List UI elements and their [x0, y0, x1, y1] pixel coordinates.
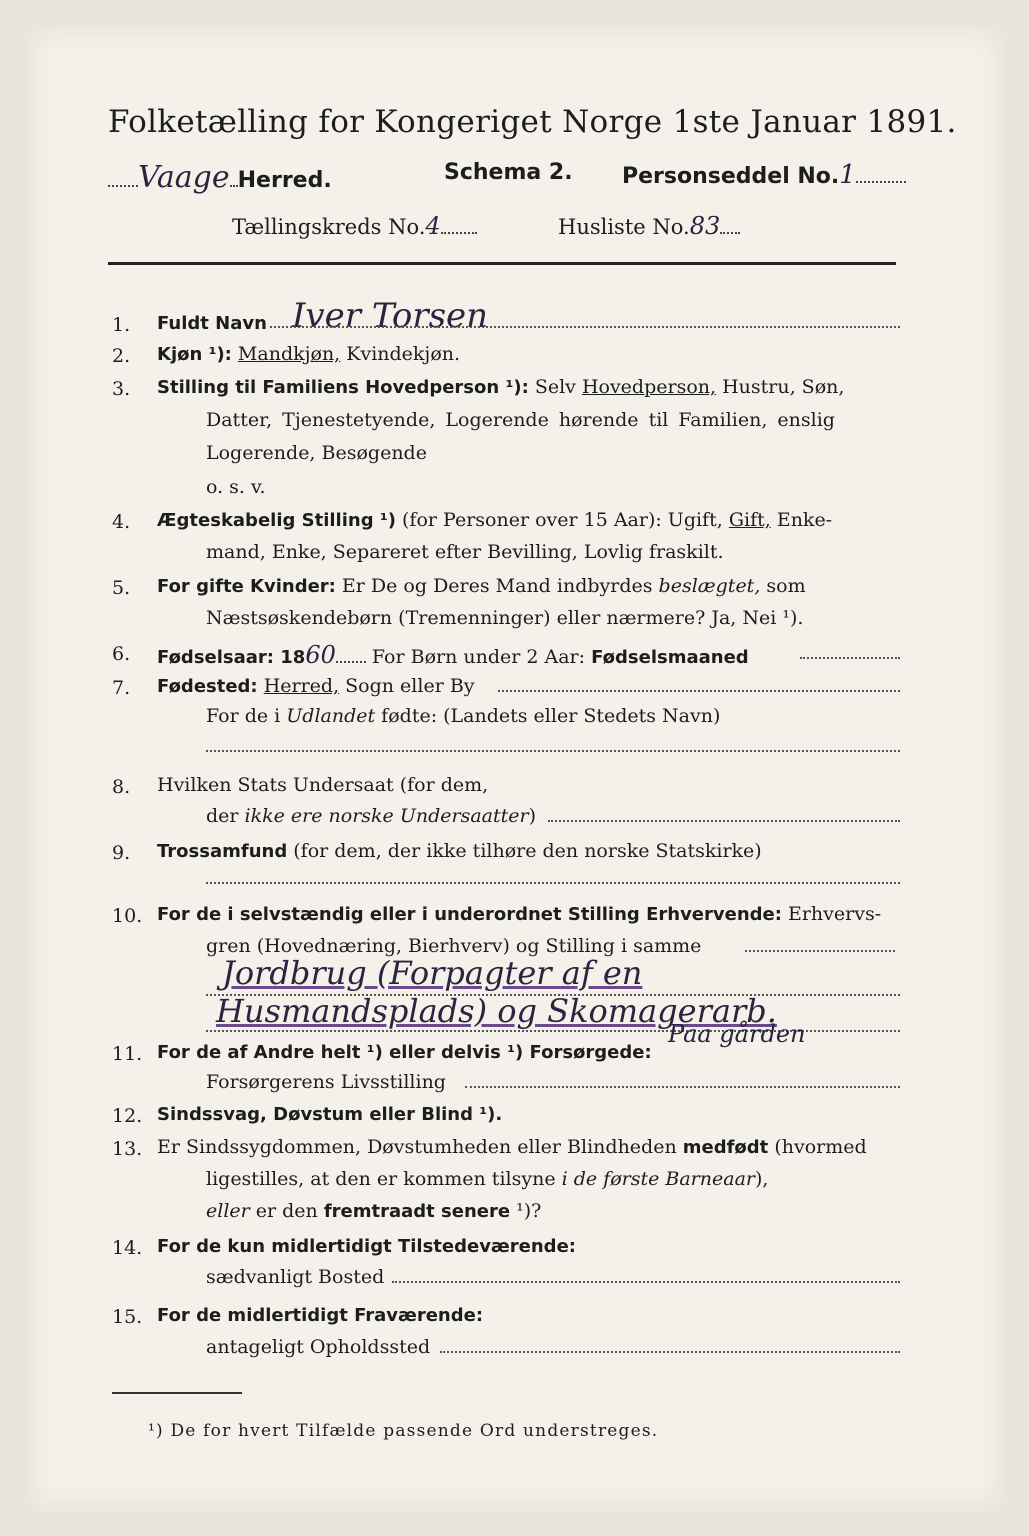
item-temporary-present: For de kun midlertidigt Tilstedeværende:	[157, 1236, 576, 1257]
item-number: 14.	[112, 1237, 143, 1259]
item-number: 4.	[112, 511, 131, 533]
husliste-value: 83	[689, 212, 721, 240]
occupation-line	[745, 950, 895, 952]
item-number: 12.	[112, 1105, 143, 1127]
item-birthplace-line2: For de i Udlandet fødte: (Landets eller Stedets Navn)	[206, 705, 721, 727]
full-name-label: Fuldt Navn	[157, 313, 267, 334]
item-number: 2.	[112, 345, 131, 367]
item-full-name	[157, 314, 267, 333]
probable-residence-line	[440, 1351, 900, 1353]
item-citizenship-line1: Hvilken Stats Undersaat (for dem,	[157, 774, 489, 796]
item-position-line2: Datter, Tjenestetyende, Logerende hørende til Familien, enslig	[206, 409, 835, 431]
item-number: 3.	[112, 378, 131, 400]
personseddel-label: Personseddel No.	[622, 164, 840, 189]
item-number: 8.	[112, 776, 131, 798]
item-number: 9.	[112, 842, 131, 864]
kreds-value: 4	[425, 212, 441, 240]
item-probable-residence: antageligt Opholdssted	[206, 1336, 431, 1358]
footnote-rule	[112, 1392, 242, 1394]
item-birth-year: Fødselsaar: 1860 For Børn under 2 Aar: Fødselsmaaned	[157, 641, 749, 669]
birthplace-line	[498, 690, 900, 692]
item-marital-line2: mand, Enke, Separeret efter Bevilling, Lovlig fraskilt.	[206, 541, 724, 563]
herred-line	[108, 160, 332, 195]
item-occupation-line1: For de i selvstændig eller i underordnet Stilling Erhvervende: Erhvervs-	[157, 903, 882, 925]
census-form-page	[28, 26, 1003, 1512]
kreds-line	[232, 212, 477, 240]
item-religion: Trossamfund (for dem, der ikke tilhøre den norske Statskirke)	[157, 840, 762, 862]
item-congenital-line3: eller er den fremtraadt senere ¹)?	[206, 1200, 542, 1222]
form-title: Folketælling for Kongeriget Norge 1ste Januar 1891.	[108, 104, 957, 140]
item-sex: Kjøn ¹): Mandkjøn, Kvindekjøn.	[157, 343, 461, 365]
full-name-value: Iver Torsen	[292, 296, 489, 336]
item-number: 7.	[112, 677, 131, 699]
header-rule	[108, 262, 896, 265]
usual-residence-line	[392, 1281, 900, 1283]
item-number: 13.	[112, 1138, 143, 1160]
item-congenital-line2: ligestilles, at den er kommen tilsyne i de første Barneaar),	[206, 1168, 769, 1190]
item-number: 15.	[112, 1306, 143, 1328]
kreds-label: Tællingskreds No.	[232, 215, 426, 239]
full-name-line	[270, 326, 900, 328]
dependent-hand-value: Paa gården	[668, 1020, 806, 1048]
occupation-hand-line2: Husmandsplads) og Skomagerarb.	[216, 992, 777, 1030]
item-number: 5.	[112, 577, 131, 599]
item-usual-residence: sædvanligt Bosted	[206, 1266, 385, 1288]
birth-month-line	[800, 657, 900, 659]
item-occupation-line2: gren (Hovednæring, Bierhverv) og Stilling i samme	[206, 935, 702, 957]
item-position-line1: Stilling til Familiens Hovedperson ¹): Selv Hovedperson, Hustru, Søn,	[157, 376, 845, 398]
schema-label: Schema 2.	[444, 160, 573, 185]
provider-line	[465, 1086, 900, 1088]
footnote: ¹) De for hvert Tilfælde passende Ord understreges.	[148, 1421, 659, 1441]
item-dependent-line1: For de af Andre helt ¹) eller delvis ¹) Forsørgede:	[157, 1042, 652, 1063]
item-temporary-absent: For de midlertidigt Fraværende:	[157, 1305, 484, 1326]
item-number: 10.	[112, 905, 143, 927]
personseddel-line	[622, 160, 906, 190]
herred-label: Herred.	[237, 168, 332, 193]
item-number: 1.	[112, 314, 131, 336]
item-dependent-line2: Forsørgerens Livsstilling	[206, 1071, 446, 1093]
husliste-line	[558, 212, 740, 240]
item-married-women-line1: For gifte Kvinder: Er De og Deres Mand indbyrdes beslægtet, som	[157, 575, 806, 597]
item-number: 11.	[112, 1043, 143, 1065]
item-number: 6.	[112, 643, 131, 665]
herred-value: Vaage	[138, 160, 230, 195]
personseddel-value: 1	[839, 160, 856, 190]
foreign-birthplace-line	[206, 750, 900, 752]
item-citizenship-line2: der ikke ere norske Undersaatter)	[206, 805, 536, 827]
item-birthplace-line1: Fødested: Herred, Sogn eller By	[157, 675, 475, 697]
birth-year-value: 60	[305, 641, 336, 669]
item-position-line4: o. s. v.	[206, 476, 266, 498]
religion-line	[206, 882, 900, 884]
item-disability: Sindssvag, Døvstum eller Blind ¹).	[157, 1104, 503, 1125]
occupation-hand-line1: Jordbrug (Forpagter af en	[222, 954, 643, 992]
citizenship-line	[548, 820, 900, 822]
item-congenital-line1: Er Sindssygdommen, Døvstumheden eller Blindheden medfødt (hvormed	[157, 1136, 867, 1158]
item-marital-line1: Ægteskabelig Stilling ¹) (for Personer over 15 Aar): Ugift, Gift, Enke-	[157, 509, 833, 531]
husliste-label: Husliste No.	[558, 215, 690, 239]
item-married-women-line2: Næstsøskendebørn (Tremenninger) eller nærmere? Ja, Nei ¹).	[206, 607, 804, 629]
item-position-line3: Logerende, Besøgende	[206, 442, 427, 464]
